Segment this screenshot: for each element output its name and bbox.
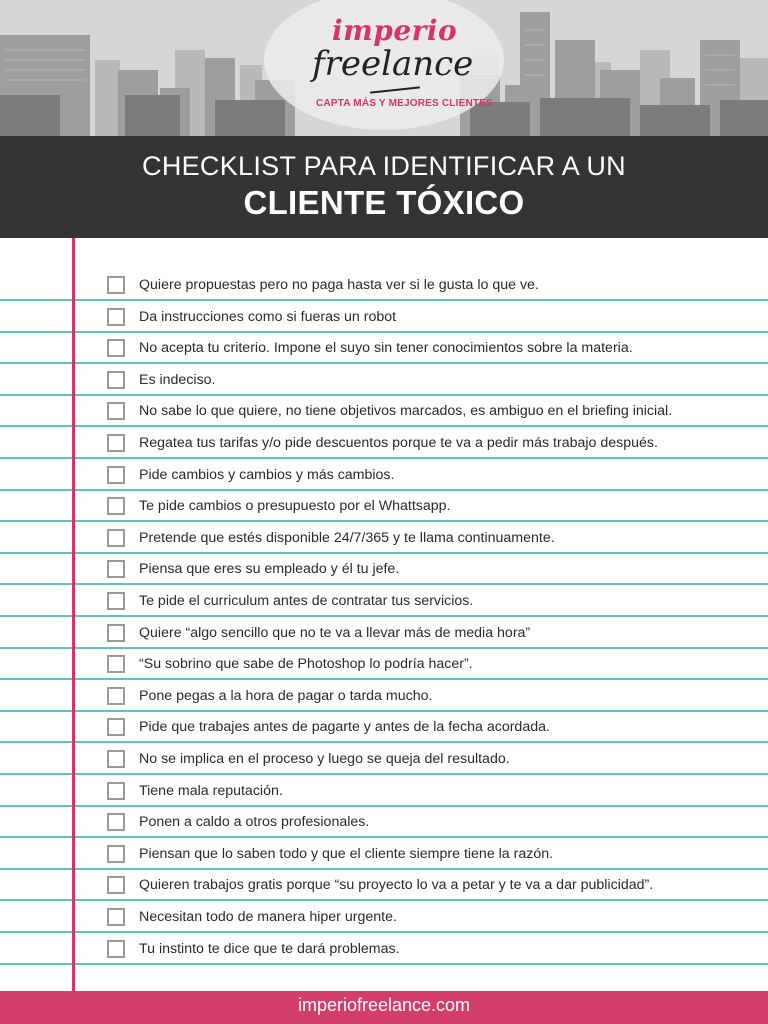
- checkbox[interactable]: [107, 718, 125, 736]
- brand-tagline: CAPTA MÁS Y MEJORES CLIENTES: [316, 98, 493, 109]
- checklist-item[interactable]: [107, 779, 283, 803]
- checkbox[interactable]: [107, 592, 125, 610]
- ruled-line: [0, 583, 768, 585]
- checklist-item-label: Es indeciso.: [139, 372, 216, 388]
- ruled-line: [0, 963, 768, 965]
- checklist-item-label: Te pide cambios o presupuesto por el Whattsapp.: [139, 498, 451, 514]
- checklist-item[interactable]: [107, 621, 530, 645]
- checklist-item[interactable]: [107, 526, 555, 550]
- checklist-item[interactable]: [107, 842, 553, 866]
- checkbox[interactable]: [107, 782, 125, 800]
- checklist-item[interactable]: [107, 810, 369, 834]
- checkbox[interactable]: [107, 402, 125, 420]
- checkbox[interactable]: [107, 529, 125, 547]
- checklist-item-label: Tu instinto te dice que te dará problemas.: [139, 941, 400, 957]
- checklist-sheet: [0, 238, 768, 991]
- checklist-item-label: No sabe lo que quiere, no tiene objetivos marcados, es ambiguo en el briefing inicial.: [139, 403, 673, 419]
- ruled-line: [0, 552, 768, 554]
- checklist-item[interactable]: [107, 747, 510, 771]
- ruled-line: [0, 615, 768, 617]
- ruled-line: [0, 394, 768, 396]
- checklist-item-label: Piensa que eres su empleado y él tu jefe.: [139, 561, 400, 577]
- checklist-item[interactable]: [107, 905, 397, 929]
- checklist-item-label: Pretende que estés disponible 24/7/365 y te llama continuamente.: [139, 530, 555, 546]
- ruled-line: [0, 710, 768, 712]
- checklist-item[interactable]: [107, 399, 672, 423]
- checklist-item-label: Pone pegas a la hora de pagar o tarda mucho.: [139, 688, 433, 704]
- checklist-item[interactable]: [107, 273, 539, 297]
- ruled-line: [0, 520, 768, 522]
- checklist-item[interactable]: [107, 589, 473, 613]
- title-line-1: CHECKLIST PARA IDENTIFICAR A UN: [142, 151, 626, 181]
- margin-line: [72, 238, 75, 991]
- checklist-item-label: Piensan que lo saben todo y que el cliente siempre tiene la razón.: [139, 846, 554, 862]
- checkbox[interactable]: [107, 466, 125, 484]
- checklist-item-label: No acepta tu criterio. Impone el suyo sin tener conocimientos sobre la materia.: [139, 340, 633, 356]
- ruled-line: [0, 425, 768, 427]
- checkbox[interactable]: [107, 655, 125, 673]
- checklist-item[interactable]: [107, 715, 550, 739]
- checklist-item[interactable]: [107, 494, 451, 518]
- checkbox[interactable]: [107, 276, 125, 294]
- checkbox[interactable]: [107, 845, 125, 863]
- checklist-item-label: Quiere propuestas pero no paga hasta ver si le gusta lo que ve.: [139, 277, 539, 293]
- ruled-line: [0, 678, 768, 680]
- checkbox[interactable]: [107, 339, 125, 357]
- title-line-2: CLIENTE TÓXICO: [243, 184, 525, 221]
- checklist-item[interactable]: [107, 557, 399, 581]
- ruled-line: [0, 931, 768, 933]
- checkbox[interactable]: [107, 434, 125, 452]
- checklist-item-label: Quieren trabajos gratis porque “su proyecto lo va a petar y te va a dar publicidad”.: [139, 877, 654, 893]
- ruled-line: [0, 899, 768, 901]
- checkbox[interactable]: [107, 308, 125, 326]
- footer-bar: [0, 991, 768, 1024]
- header-cityscape-image: [0, 0, 768, 136]
- checkbox[interactable]: [107, 813, 125, 831]
- ruled-line: [0, 741, 768, 743]
- checklist-item-label: Da instrucciones como si fueras un robot: [139, 309, 397, 325]
- ruled-line: [0, 836, 768, 838]
- checkbox[interactable]: [107, 497, 125, 515]
- ruled-line: [0, 457, 768, 459]
- checklist-item[interactable]: [107, 463, 394, 487]
- ruled-line: [0, 299, 768, 301]
- checklist-item[interactable]: [107, 684, 432, 708]
- checklist-item-label: No se implica en el proceso y luego se queja del resultado.: [139, 751, 510, 767]
- brand-name-bottom: freelance: [312, 44, 474, 84]
- checkbox[interactable]: [107, 876, 125, 894]
- checklist-item[interactable]: [107, 431, 658, 455]
- checklist-item-label: Pide que trabajes antes de pagarte y antes de la fecha acordada.: [139, 719, 550, 735]
- checkbox[interactable]: [107, 560, 125, 578]
- ruled-line: [0, 331, 768, 333]
- checklist-item[interactable]: [107, 305, 396, 329]
- checklist-item[interactable]: [107, 368, 216, 392]
- brand-logo[interactable]: [300, 10, 493, 120]
- title-banner: [0, 136, 768, 238]
- checklist-item[interactable]: [107, 336, 633, 360]
- checklist-item-label: Regatea tus tarifas y/o pide descuentos porque te va a pedir más trabajo después.: [139, 435, 658, 451]
- checkbox[interactable]: [107, 687, 125, 705]
- checklist-item-label: Tiene mala reputación.: [139, 783, 283, 799]
- ruled-line: [0, 362, 768, 364]
- checklist-item-label: Quiere “algo sencillo que no te va a llevar más de media hora”: [139, 625, 531, 641]
- checklist-item-label: Te pide el curriculum antes de contratar tus servicios.: [139, 593, 474, 609]
- checkbox[interactable]: [107, 940, 125, 958]
- ruled-line: [0, 489, 768, 491]
- ruled-line: [0, 647, 768, 649]
- checkbox[interactable]: [107, 371, 125, 389]
- checklist-item-label: Pide cambios y cambios y más cambios.: [139, 467, 395, 483]
- checklist-item[interactable]: [107, 652, 473, 676]
- checklist-item[interactable]: [107, 937, 400, 961]
- checkbox[interactable]: [107, 908, 125, 926]
- checkbox[interactable]: [107, 624, 125, 642]
- ruled-line: [0, 805, 768, 807]
- checkbox[interactable]: [107, 750, 125, 768]
- checklist-item-label: Necesitan todo de manera hiper urgente.: [139, 909, 397, 925]
- footer-website-link[interactable]: imperiofreelance.com: [297, 995, 471, 1015]
- ruled-line: [0, 773, 768, 775]
- checklist-item[interactable]: [107, 873, 653, 897]
- checklist-item-label: Ponen a caldo a otros profesionales.: [139, 814, 370, 830]
- checklist-item-label: “Su sobrino que sabe de Photoshop lo podría hacer”.: [139, 656, 473, 672]
- brand-underline-swash: [370, 86, 420, 93]
- brand-name-top: imperio: [332, 14, 458, 47]
- ruled-line: [0, 868, 768, 870]
